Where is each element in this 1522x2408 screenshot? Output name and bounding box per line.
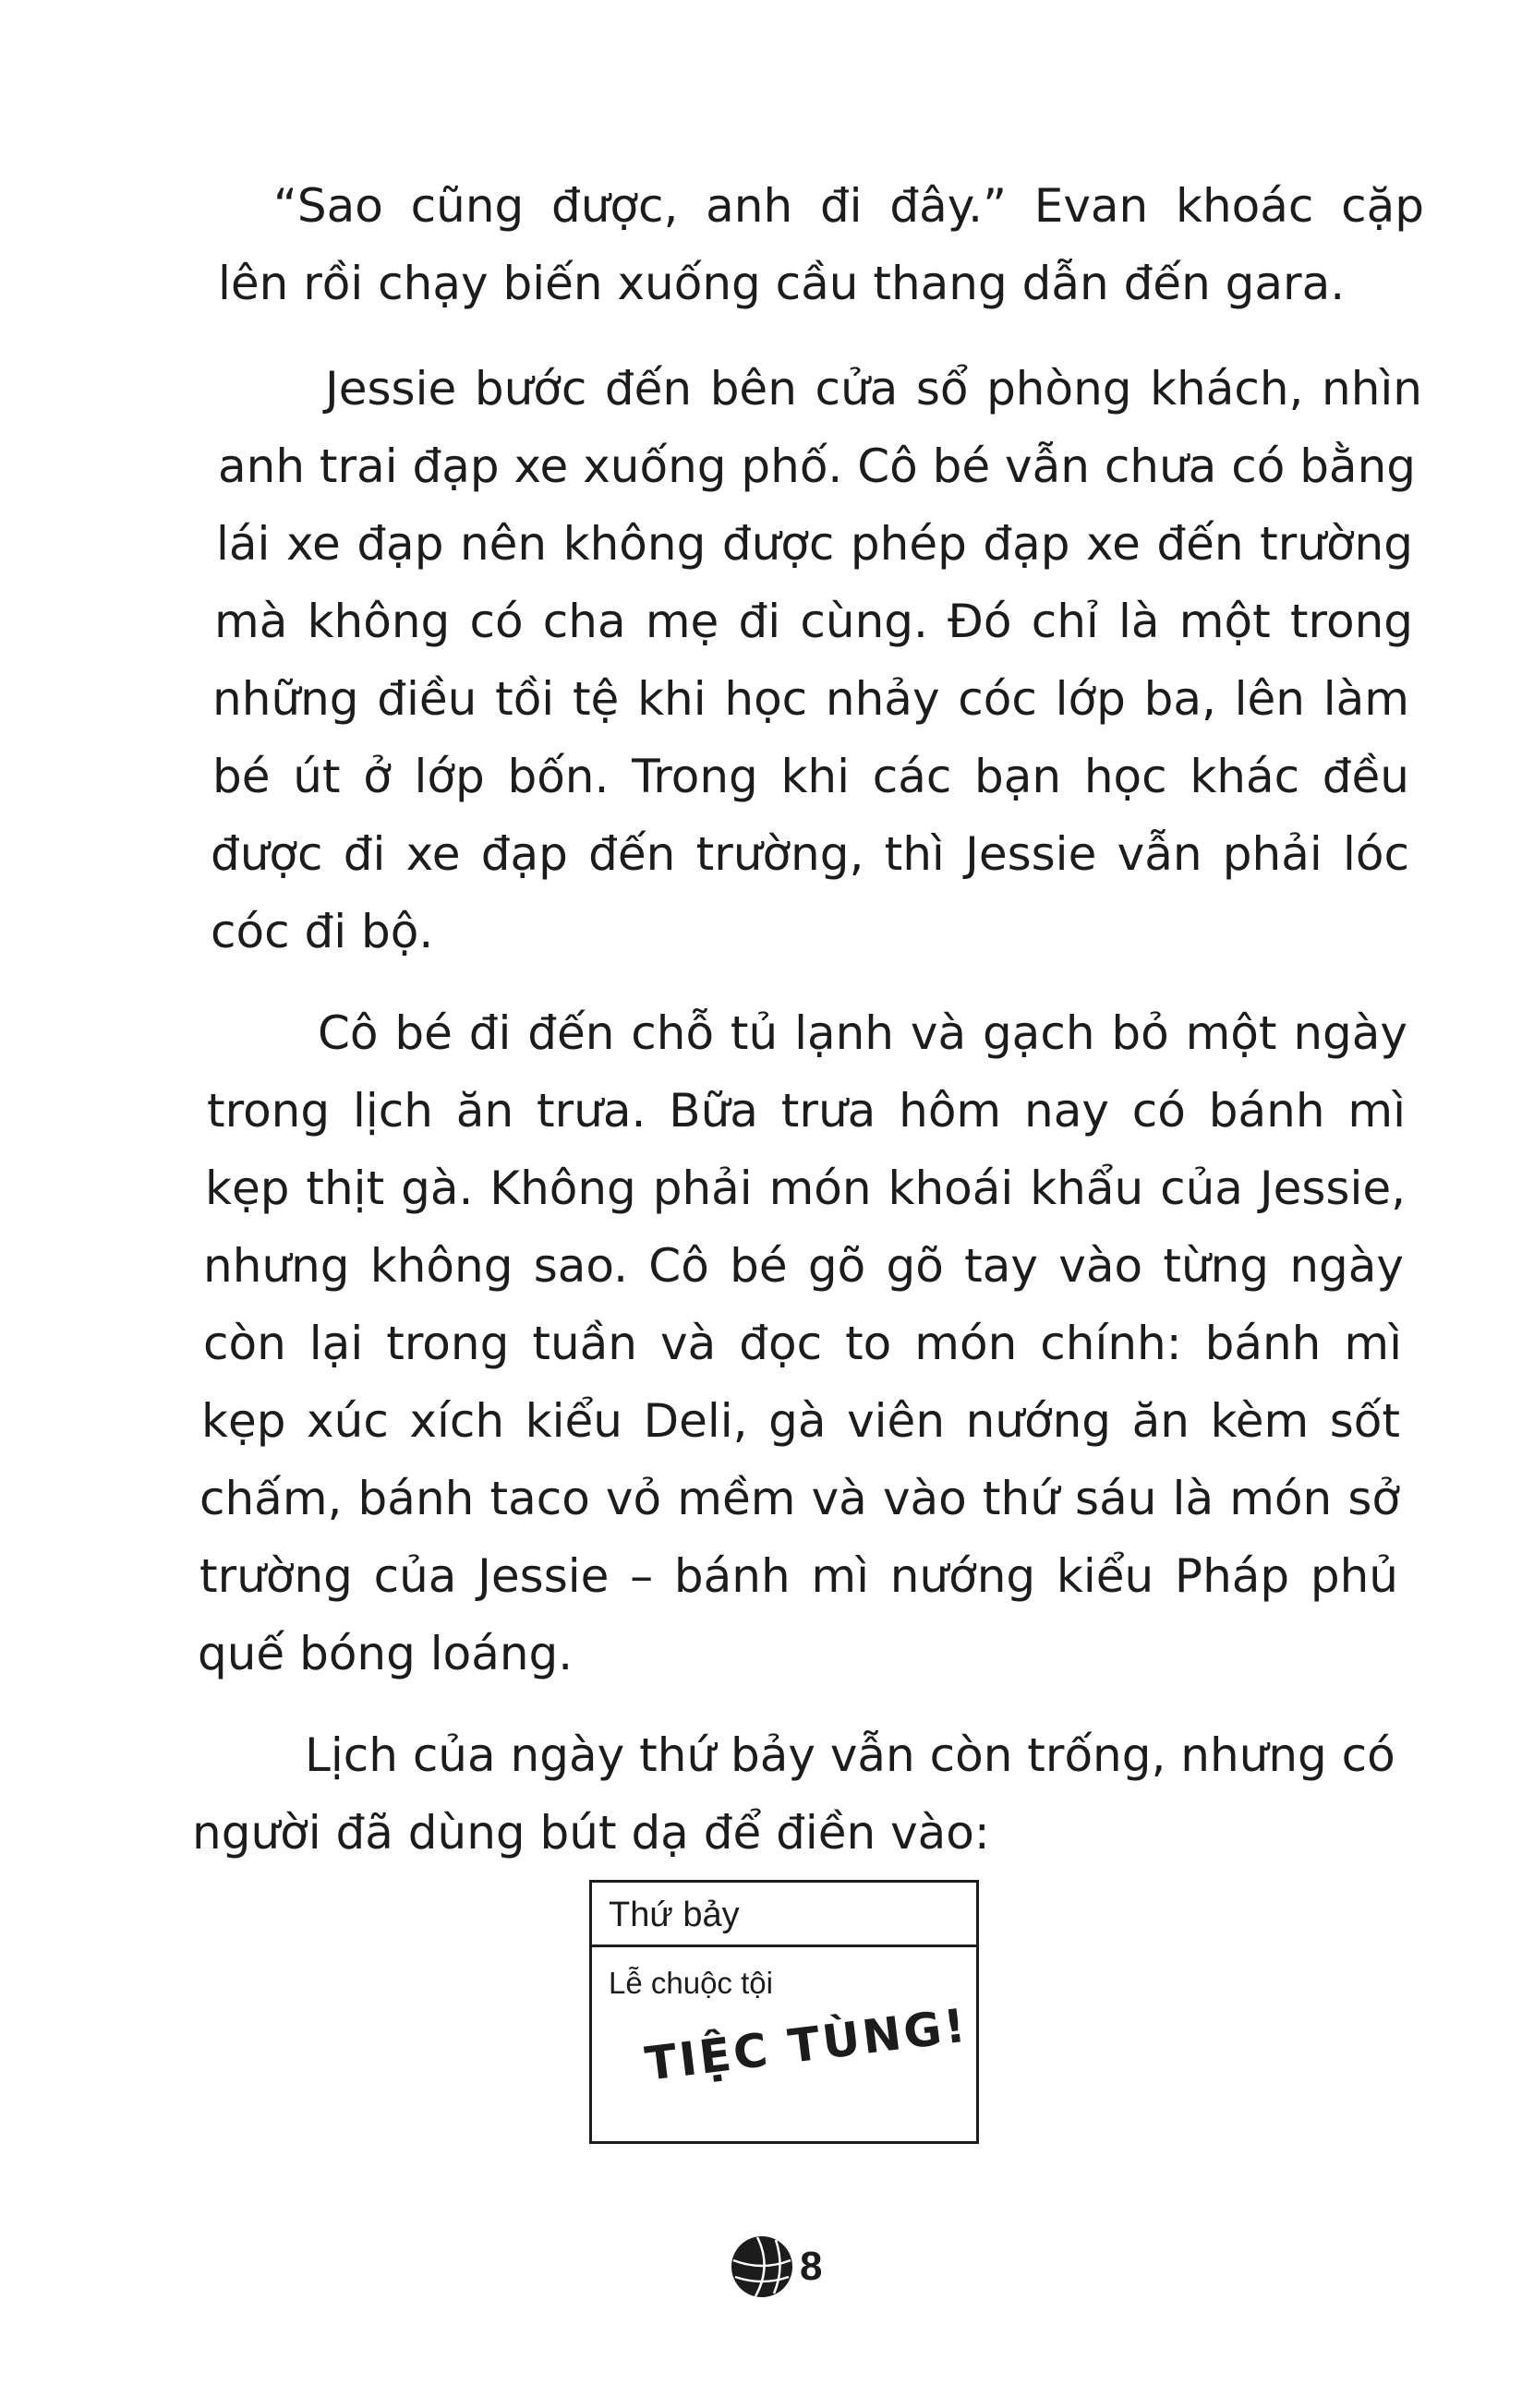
text-line: anh trai đạp xe xuống phố. Cô bé vẫn chưa có bằng [218, 439, 1416, 493]
text-line: Jessie bước đến bên cửa sổ phòng khách, nhìn [325, 362, 1422, 415]
basketball-icon [730, 2234, 794, 2299]
text-line: mà không có cha mẹ đi cùng. Đó chỉ là một trong [214, 595, 1413, 648]
text-line: “Sao cũng được, anh đi đây.” Evan khoác cặp [273, 179, 1424, 233]
text-line: người đã dùng bút dạ để điền vào: [192, 1806, 990, 1860]
text-line: lên rồi chạy biến xuống cầu thang dẫn đến gara. [218, 257, 1346, 310]
text-line: Cô bé đi đến chỗ tủ lạnh và gạch bỏ một ngày [318, 1006, 1407, 1060]
text-line: Lịch của ngày thứ bảy vẫn còn trống, nhưng có [305, 1728, 1395, 1782]
calendar-box [589, 1880, 979, 2144]
text-line: kẹp thịt gà. Không phải món khoái khẩu của Jessie, [205, 1162, 1406, 1215]
text-line: được đi xe đạp đến trường, thì Jessie vẫn phải lóc [211, 827, 1409, 881]
calendar-event-text: Lễ chuộc tội [609, 1966, 773, 2000]
text-line: chấm, bánh taco vỏ mềm và vào thứ sáu là món sở [199, 1472, 1400, 1525]
page-number-group [730, 2234, 840, 2299]
text-line: cóc đi bộ. [211, 905, 434, 958]
text-line: bé út ở lớp bốn. Trong khi các bạn học khác đều [212, 750, 1409, 803]
calendar-handwritten-text: TIỆC TÙNG! [642, 1998, 972, 2091]
text-line: quế bóng loáng. [198, 1627, 574, 1680]
text-line: trong lịch ăn trưa. Bữa trưa hôm nay có bánh mì [207, 1084, 1406, 1138]
calendar-day-label: Thứ bảy [592, 1883, 976, 1947]
text-line: nhưng không sao. Cô bé gõ gõ tay vào từng ngày [203, 1239, 1404, 1293]
text-line: còn lại trong tuần và đọc to món chính: bánh mì [203, 1317, 1402, 1370]
text-line: kẹp xúc xích kiểu Deli, gà viên nướng ăn kèm sốt [201, 1394, 1400, 1448]
page-number: 8 [800, 2244, 823, 2289]
text-line: những điều tồi tệ khi học nhảy cóc lớp ba, lên làm [212, 672, 1409, 726]
text-line: lái xe đạp nên không được phép đạp xe đến trường [216, 517, 1413, 571]
text-line: trường của Jessie – bánh mì nướng kiểu Pháp phủ [199, 1549, 1398, 1603]
